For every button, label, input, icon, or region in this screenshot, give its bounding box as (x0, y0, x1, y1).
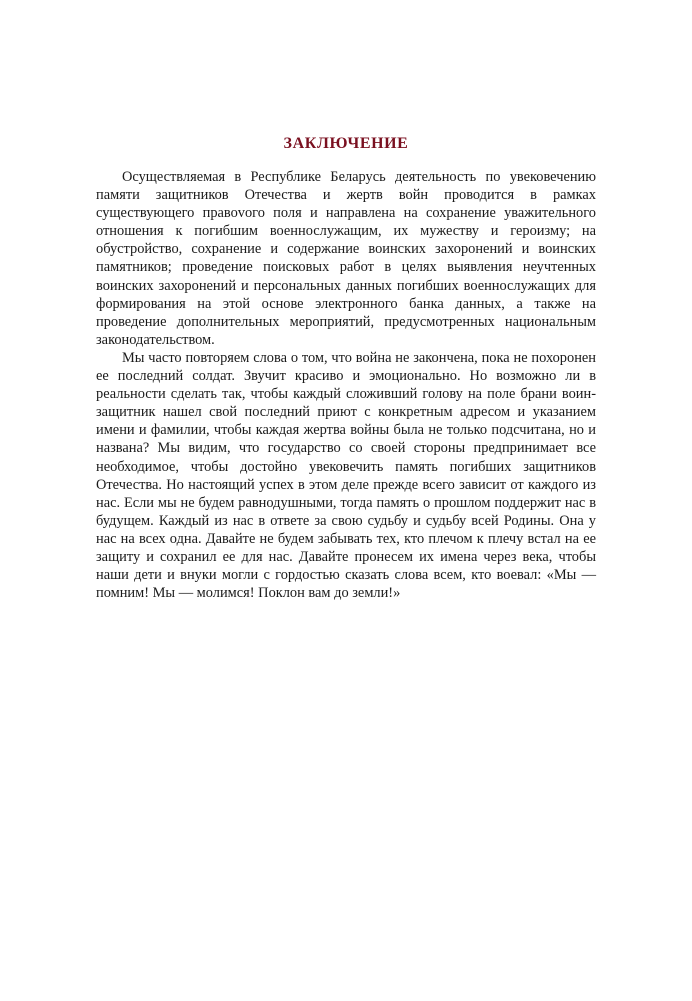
page-title: ЗАКЛЮЧЕНИЕ (283, 135, 409, 152)
body-text (96, 168, 596, 602)
paragraph: Осуществляемая в Республике Беларусь деятельность по увековечению памяти защитников Отечества и жертв войн проводится в рамках существующего правоvого поля и направлена на сохранение уважительного отношения к погибшим военнослужащим, их мужеству и героизму; на обустройство, сохранение и содержание воинских захоронений и воинских памятников; проведение поисковых работ в целях выявления неучтенных воинских захоронений и персональных данных погибших военнослужащих для формирования на этой основе электронного банка данных, а также на проведение дополнительных мероприятий, предусмотренных национальным законодательством. (96, 169, 596, 348)
paragraph: Мы часто повторяем слова о том, что война не закончена, пока не похоронен ее последний солдат. Звучит красиво и эмоционально. Но возможно ли в реальности сделать так, чтобы каждый сложивший голову на поле брани воин-защитник нашел свой последний приют с конкретным адресом и указанием имени и фамилии, чтобы каждая жертва войны была не только подсчитана, но и названа? Мы видим, что государство со своей стороны предпринимает все необходимое, чтобы достойно увековечить память погибших защитников Отечества. Но настоящий успех в этом деле прежде всего зависит от каждого из нас. Если мы не будем равнодушными, тогда память о прошлом поддержит нас в будущем. Каждый из нас в ответе за свою судьбу и судьбу всей Родины. Она у нас на всех одна. Давайте не будем забывать тех, кто плечом к плечу встал на ее защиту и сохранил ее для нас. Давайте пронесем их имена через века, чтобы наши дети и внуки могли с гордостью сказать слова всем, кто воевал: «Мы — помним! Мы — молимся! Поклон вам до земли!» (96, 349, 596, 602)
